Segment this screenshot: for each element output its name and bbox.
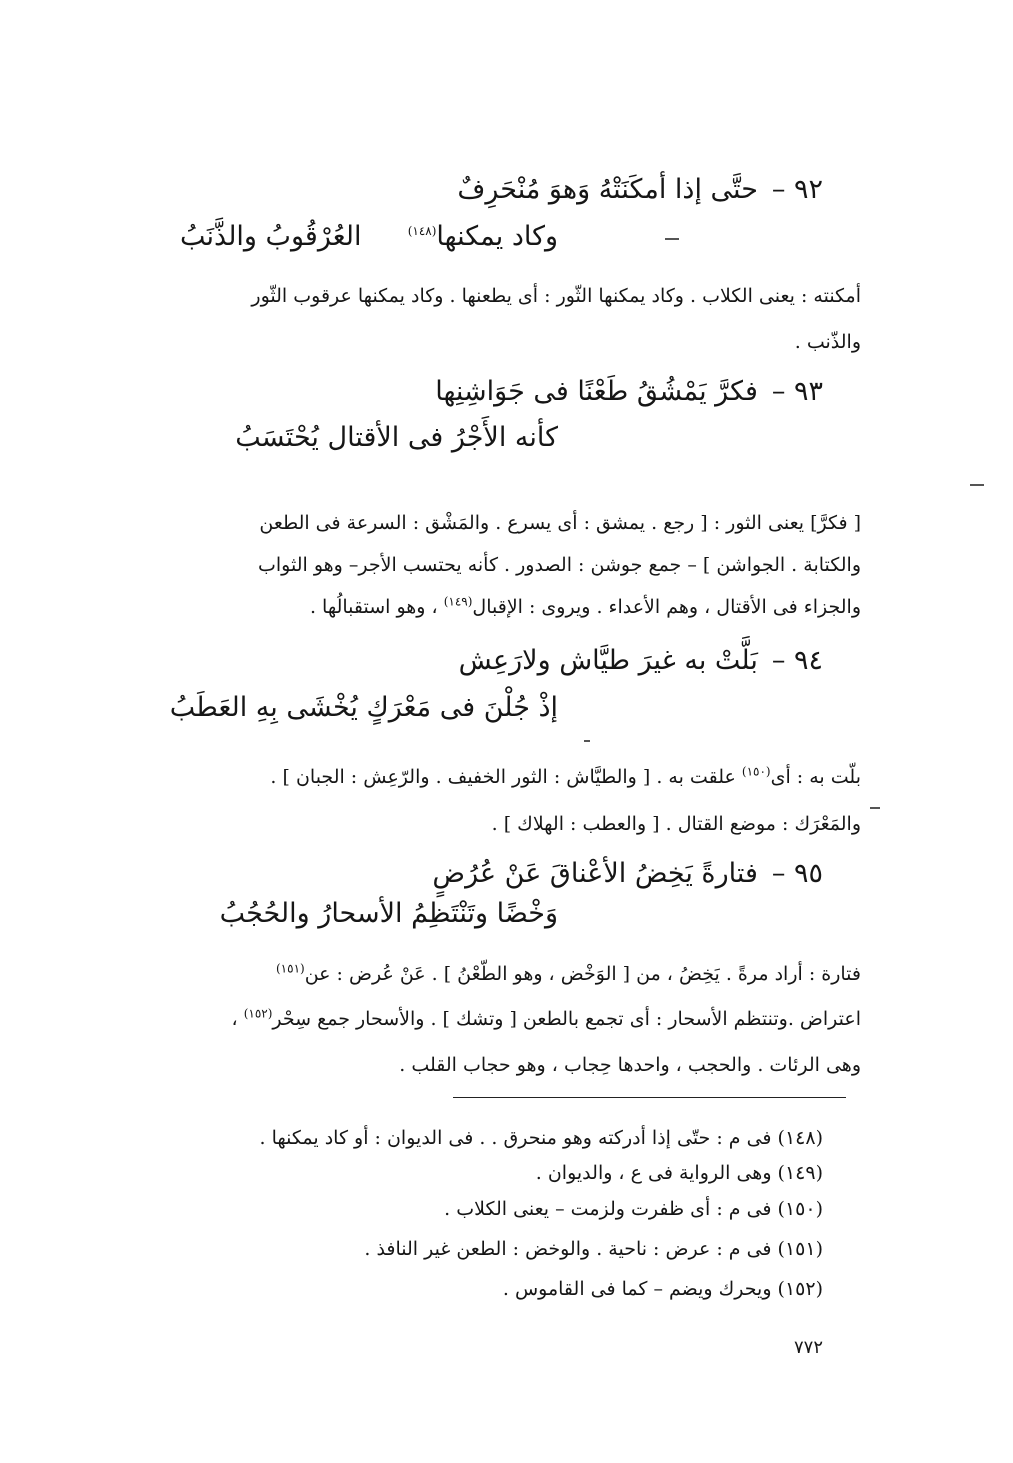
verse-92-first-hemistich: [457, 172, 823, 208]
footnote-separator: [453, 1097, 846, 1098]
verse-number: ٩٣ –: [771, 376, 823, 407]
commentary-92-line-1: أمكنته : يعنى الكلاب . وكاد يمكنها الثّور : أى يطعنها . وكاد يمكنها عرقوب الثّور: [251, 285, 861, 307]
verse-number: ٩٤ –: [771, 645, 823, 676]
commentary-94-line-1: بلّت به : أى$^{(١٥٠)}$ علقت به . [ والطيَّاش : الثور الخفيف . والرّعِش : الجبان ] .: [270, 764, 861, 788]
footnote-ref: (١٥٢): [243, 1006, 273, 1021]
footnote-151: (١٥١) فى م : عرض : ناحية . والوخض : الطعن غير النافذ .: [364, 1238, 823, 1260]
commentary-93-line-3: والجزاء فى الأقتال ، وهم الأعداء . ويروى : الإقبال$^{(١٤٩)}$ ، وهو استقبالُها .: [309, 594, 861, 618]
footnote-ref: (١٤٨): [407, 224, 437, 238]
verse-95-second-hemistich: وَخْضًا وتَنْتَظِمُ الأسحارُ والحُجُبُ: [219, 898, 558, 929]
footnote-ref: (١٥١): [275, 961, 305, 976]
footnote-ref: (١٤٩): [443, 594, 473, 609]
verse-94-first-hemistich: [459, 643, 823, 679]
hemistich-text: فتارةً يَخِضُ الأعْناقَ عَنْ عُرُضٍ: [432, 858, 758, 889]
hemistich-text: حتَّى إذا أمكَنَتْهُ وَهوَ مُنْحَرِفٌ: [457, 174, 758, 205]
commentary-95-line-2: اعتراض .وتنتظم الأسحار : أى تجمع بالطعن [ وتشك ] . والأسحار جمع سِحْر$^{(١٥٢)}$ ،: [231, 1006, 861, 1030]
margin-mark: [584, 740, 590, 742]
footnote-148: (١٤٨) فى م : حتّى إذا أدركته وهو منحرق . . فى الديوان : أو كاد يمكنها .: [259, 1127, 823, 1149]
footnote-150: (١٥٠) فى م : أى ظفرت ولزمت – يعنى الكلاب .: [444, 1198, 823, 1220]
margin-mark: [870, 807, 880, 809]
page-number: ٧٧٢: [793, 1337, 823, 1358]
footnote-149: (١٤٩) وهى الرواية فى ع ، والديوان .: [535, 1162, 823, 1184]
commentary-93-line-2: والكتابة . الجواشن ] – جمع جوشن : الصدور . كأنه يحتسب الأجر– وهو الثواب: [258, 554, 861, 576]
commentary-94-line-2: والمَعْرَك : موضع القتال . [ والعطب : الهلاك ] .: [491, 813, 861, 835]
verse-92-second-hemistich: وكاد يمكنها$^{(١٤٨)}$: [407, 221, 558, 252]
margin-mark: [970, 484, 984, 486]
commentary-95-line-3: وهى الرئات . والحجب ، واحدها حِجاب ، وهو حجاب القلب .: [399, 1054, 861, 1076]
footnote-152: (١٥٢) ويحرك ويضم – كما فى القاموس .: [502, 1278, 823, 1300]
hemistich-text: فكرَّ يَمْشُقُ طَعْنًا فى جَوَاشِنِها: [435, 376, 758, 407]
verse-95-first-hemistich: [432, 856, 823, 892]
commentary-95-line-1: فتارة : أراد مرةً . يَخِضُ ، من [ الوَخْض ، وهو الطّعْنُ ] . عَنْ عُرض : عن$^{(١٥١)}$: [275, 961, 861, 985]
commentary-93-line-1: [ فكرَّ] يعنى الثور : [ رجع . يمشق : أى يسرع . والمَشْق : السرعة فى الطعن: [259, 512, 861, 534]
commentary-92-line-2: والذّنب .: [794, 331, 861, 353]
verse-93-first-hemistich: [435, 374, 823, 410]
verse-94-second-hemistich: إذْ جُلْنَ فى مَعْرَكٍ يُخْشَى بِهِ العَطَبُ: [169, 692, 558, 723]
verse-92-second-hemistich-end: العُرْقُوبُ والذَّنَبُ: [180, 221, 362, 252]
verse-number: ٩٥ –: [771, 858, 823, 889]
verse-93-second-hemistich: كأنه الأَجْرُ فى الأقتال يُحْتَسَبُ: [235, 422, 558, 453]
verse-number: ٩٢ –: [771, 174, 823, 205]
hemistich-text: بَلَّتْ به غيرَ طيَّاش ولارَعِش: [458, 645, 758, 676]
margin-mark: [665, 238, 679, 240]
footnote-ref: (١٥٠): [741, 764, 771, 779]
